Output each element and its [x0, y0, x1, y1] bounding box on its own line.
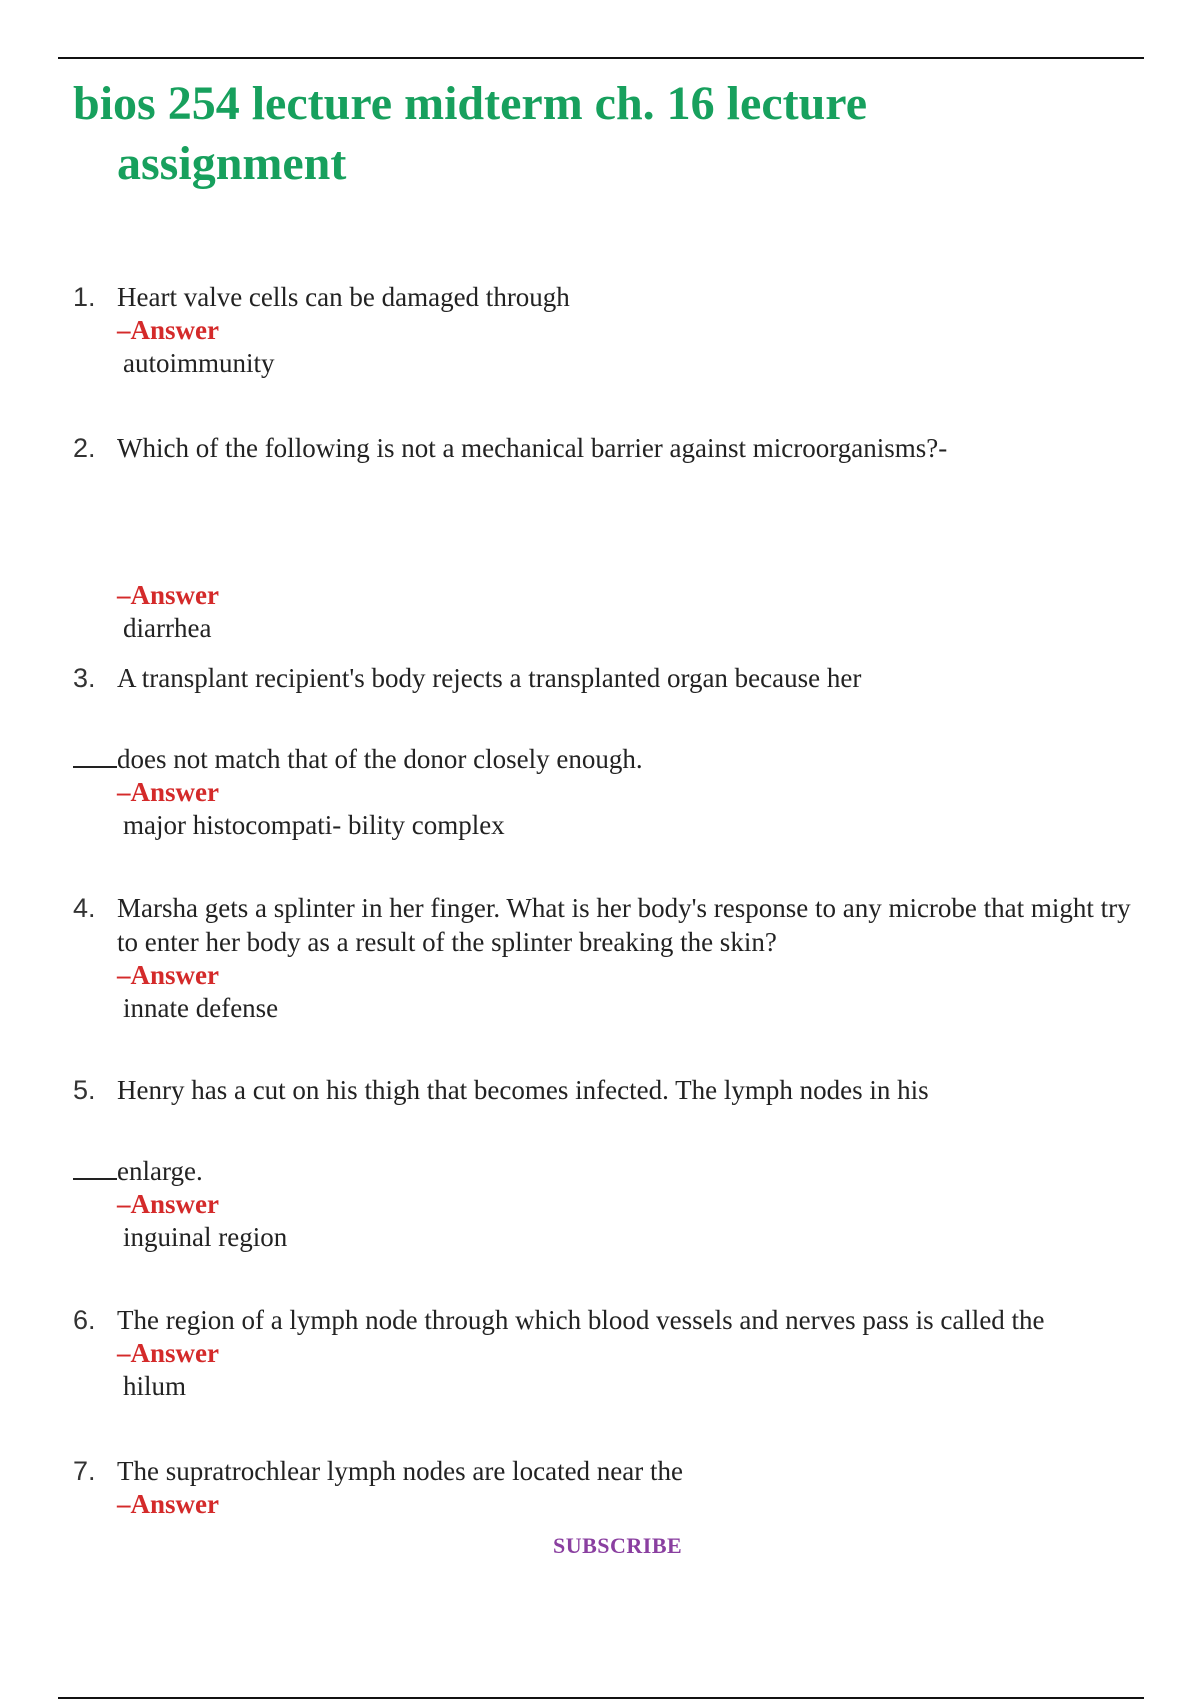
answer-label: –Answer	[117, 1189, 219, 1219]
question-2	[73, 431, 1148, 645]
question-text: A transplant recipient's body rejects a transplanted organ because her	[117, 663, 862, 693]
answer-value: inguinal region	[123, 1222, 288, 1252]
answer-label: –Answer	[117, 777, 219, 807]
subscribe-link[interactable]: SUBSCRIBE	[553, 1533, 683, 1558]
question-number: 7.	[73, 1456, 96, 1486]
question-4	[73, 891, 1148, 1025]
question-text: Heart valve cells can be damaged through	[117, 282, 570, 312]
answer-value: diarrhea	[123, 613, 212, 643]
fill-in-blank	[73, 1178, 117, 1180]
question-number: 5.	[73, 1075, 96, 1105]
continuation-text: enlarge.	[117, 1156, 203, 1186]
question-text: Henry has a cut on his thigh that becomes infected. The lymph nodes in his	[117, 1075, 929, 1105]
answer-label: –Answer	[117, 960, 219, 990]
question-5	[73, 1073, 1148, 1254]
answer-value: innate defense	[123, 993, 279, 1023]
answer-label: –Answer	[117, 1338, 219, 1368]
continuation-text: does not match that of the donor closely enough.	[117, 744, 643, 774]
top-rule	[58, 57, 1144, 59]
answer-label: –Answer	[117, 315, 219, 345]
question-number: 2.	[73, 433, 96, 463]
question-text: Which of the following is not a mechanical barrier against microorganisms?-	[117, 433, 948, 463]
fill-in-blank	[73, 766, 117, 768]
question-text: The supratrochlear lymph nodes are located near the	[117, 1456, 683, 1486]
question-continuation	[73, 1154, 1148, 1188]
question-7	[73, 1454, 1148, 1520]
question-number: 3.	[73, 663, 96, 693]
document-title: bios 254 lecture midterm ch. 16 lecture assignment	[73, 77, 868, 190]
question-number: 6.	[73, 1305, 96, 1335]
answer-value: major histocompati- bility complex	[123, 810, 505, 840]
answer-value: hilum	[123, 1371, 187, 1401]
question-1	[73, 280, 1148, 380]
question-number: 4.	[73, 893, 96, 923]
question-continuation	[73, 742, 1148, 776]
question-text: Marsha gets a splinter in her finger. What is her body's response to any microbe that might try to enter her body as a result of the splinter breaking the skin?	[117, 893, 1131, 957]
bottom-rule	[58, 1697, 1144, 1699]
answer-value: autoimmunity	[123, 348, 275, 378]
answer-label: –Answer	[117, 580, 219, 610]
question-6	[73, 1303, 1148, 1403]
question-number: 1.	[73, 282, 96, 312]
question-3	[73, 661, 1148, 842]
question-text: The region of a lymph node through which blood vessels and nerves pass is called the	[117, 1305, 1045, 1335]
answer-label: –Answer	[117, 1489, 219, 1519]
